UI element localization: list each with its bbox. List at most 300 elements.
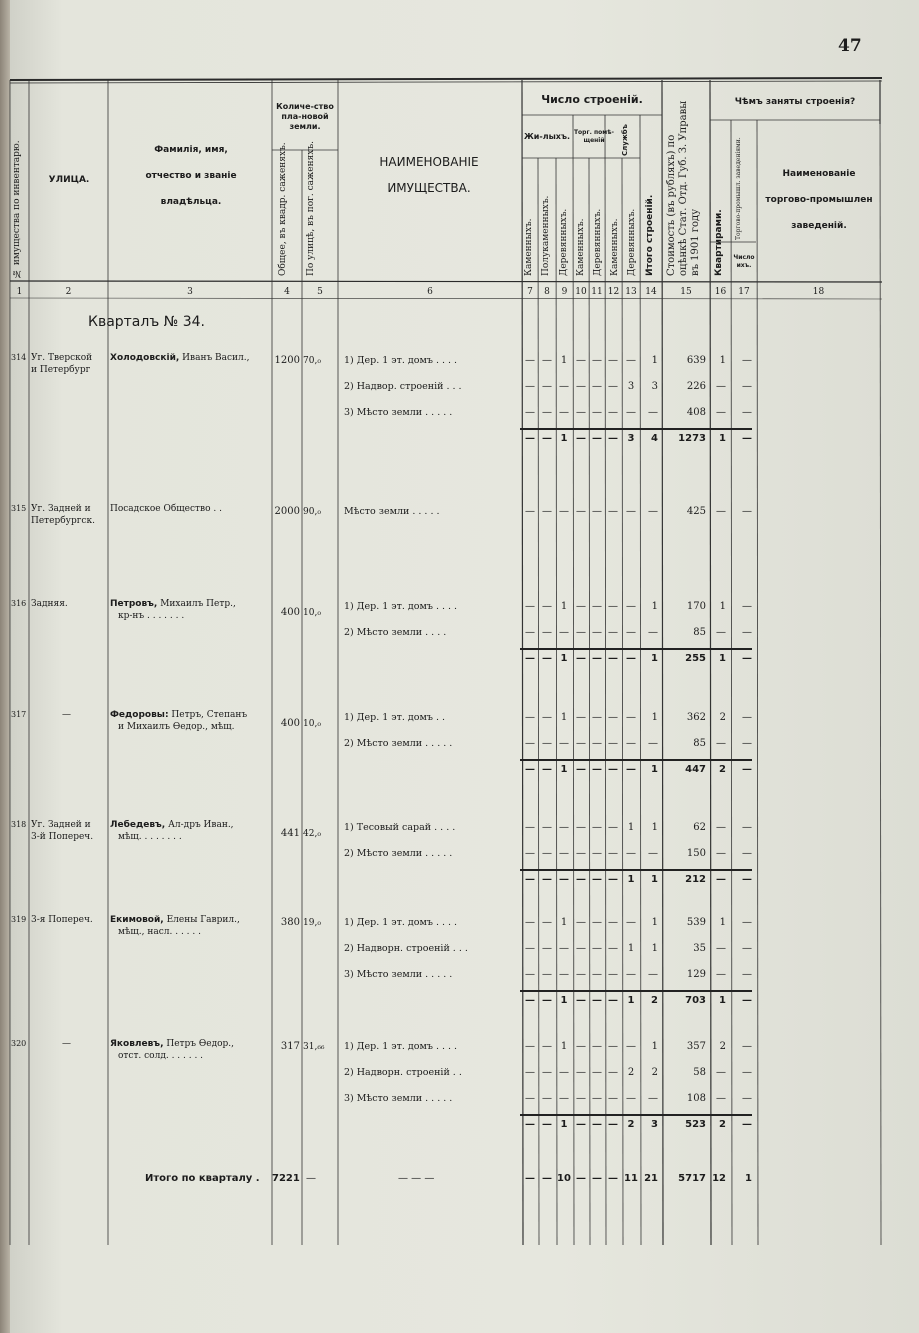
column-number: 8 — [544, 287, 550, 297]
cell-c12: — — [608, 764, 618, 775]
owner-surname: Федоровы: — [110, 710, 169, 720]
cell-c8: — — [542, 433, 552, 444]
cell-c12: — — [608, 822, 618, 833]
cell-c7: — — [525, 848, 535, 859]
cell-c13: — — [626, 627, 636, 638]
cell-c12: — — [608, 506, 618, 517]
cell-c8: — — [542, 848, 552, 859]
cell-c8: — — [542, 627, 552, 638]
cell-c14: 1 — [651, 653, 658, 664]
owner-given-names: Ал-дръ Иван., — [165, 820, 234, 830]
cell-c11: — — [592, 848, 602, 859]
cell-c7: — — [525, 764, 535, 775]
cell-c8: — — [542, 764, 552, 775]
property-item: 1) Дер. 1 эт. домъ . . . . — [344, 601, 458, 612]
cell-c15: 539 — [686, 917, 706, 928]
cell-c13: 1 — [627, 995, 635, 1006]
owner-given-names: Михаилъ Петр., — [157, 599, 236, 609]
cell-c11: — — [592, 917, 602, 928]
header-residential: Жи-лыхъ. — [523, 132, 571, 141]
header-trade-name — [758, 150, 880, 250]
grand-total-property: — — — — [398, 1173, 435, 1184]
cell-c8: — — [542, 943, 552, 954]
inventory-number: 316 — [11, 599, 27, 608]
cell-c17: — — [742, 627, 752, 638]
cell-c12: — — [608, 407, 618, 418]
cell-c8: — — [542, 1173, 552, 1184]
cell-c16: — — [716, 407, 726, 418]
cell-c15: 62 — [693, 822, 706, 833]
property-item: 2) Мѣсто земли . . . . — [344, 627, 447, 638]
cell-c13: — — [626, 601, 636, 612]
cell-c14: 21 — [644, 1173, 658, 1184]
cell-c16: — — [716, 506, 726, 517]
cell-c13: — — [626, 969, 636, 980]
cell-c14: 1 — [651, 712, 658, 723]
owner-name — [110, 709, 247, 721]
cell-c8: — — [542, 738, 552, 749]
cell-c12: — — [608, 1119, 618, 1130]
cell-c14: 1 — [651, 1041, 658, 1052]
cell-c12: — — [608, 1093, 618, 1104]
header-res-semistone: Полукаменныхъ. — [541, 195, 551, 276]
cell-c16: — — [716, 943, 726, 954]
cell-c7: — — [525, 1067, 535, 1078]
column-number: 10 — [575, 287, 587, 297]
cell-c12: — — [608, 917, 618, 928]
header-buildings-count: Число строеній. — [541, 93, 643, 106]
cell-c16: 1 — [719, 653, 726, 664]
cell-c17: — — [742, 601, 752, 612]
cell-c16: — — [716, 738, 726, 749]
cell-c17: — — [742, 995, 752, 1006]
cell-c10: — — [576, 822, 586, 833]
cell-c11: — — [592, 1093, 602, 1104]
cell-c9: — — [559, 627, 569, 638]
cell-c12: — — [608, 1067, 618, 1078]
cell-c14: 1 — [651, 917, 658, 928]
street-name: — — [62, 1039, 71, 1049]
cell-c16: — — [716, 848, 726, 859]
cell-c11: — — [592, 1041, 602, 1052]
cell-c12: — — [608, 848, 618, 859]
cell-c11: — — [592, 407, 602, 418]
cell-c13: — — [626, 712, 636, 723]
cell-c15: 408 — [686, 407, 706, 418]
cell-c17: 1 — [745, 1173, 752, 1184]
cell-c10: — — [576, 969, 586, 980]
cell-c16: 2 — [719, 1119, 726, 1130]
property-item: 3) Мѣсто земли . . . . . — [344, 1093, 453, 1104]
cell-c10: — — [576, 848, 586, 859]
column-number: 16 — [714, 287, 727, 297]
cell-c13: — — [626, 1093, 636, 1104]
column-number: 11 — [591, 287, 603, 297]
property-item: 1) Дер. 1 эт. домъ . . — [344, 712, 445, 723]
cell-c14: 4 — [651, 433, 658, 444]
cell-c10: — — [576, 407, 586, 418]
cell-c17: — — [742, 764, 752, 775]
land-frontage: 31,₆₆ — [303, 1042, 325, 1052]
cell-c14: — — [648, 969, 658, 980]
cell-c8: — — [542, 407, 552, 418]
land-frontage: 19,₀ — [303, 918, 321, 928]
cell-c12: — — [608, 653, 618, 664]
cell-c7: — — [525, 1173, 535, 1184]
cell-c12: — — [608, 712, 618, 723]
property-item: 2) Мѣсто земли . . . . . — [344, 738, 453, 749]
cell-c13: — — [626, 848, 636, 859]
column-number: 3 — [187, 287, 193, 297]
cell-c9: — — [559, 1067, 569, 1078]
cell-c16: 1 — [719, 433, 726, 444]
header-owner-line1: Фамилія, имя, — [154, 145, 228, 155]
grand-total-frontage: — — [306, 1173, 316, 1184]
header-com-stone: Каменныхъ. — [576, 218, 586, 276]
cell-c7: — — [525, 969, 535, 980]
column-number: 18 — [812, 287, 825, 297]
cell-c15: 58 — [693, 1067, 706, 1078]
street-name-cont: 3-й Попереч. — [31, 832, 94, 842]
property-item: 1) Дер. 1 эт. домъ . . . . — [344, 1041, 458, 1052]
street-name: Уг. Задней и — [31, 504, 91, 514]
header-trade-name-line1: Наименованіе — [782, 169, 856, 179]
street-name: Уг. Задней и — [31, 820, 91, 830]
header-property-line1: НАИМЕНОВАНІЕ — [379, 155, 479, 169]
column-number: 6 — [427, 287, 433, 297]
owner-name — [110, 598, 236, 610]
cell-c10: — — [576, 1041, 586, 1052]
cell-c10: — — [576, 1067, 586, 1078]
cell-c8: — — [542, 653, 552, 664]
cell-c7: — — [525, 738, 535, 749]
inventory-number: 317 — [11, 710, 27, 719]
column-number: 4 — [284, 287, 290, 297]
cell-c11: — — [592, 943, 602, 954]
header-commercial: Торг. помѣ-щеній — [573, 129, 615, 144]
cell-c8: — — [542, 1067, 552, 1078]
owner-given-names: Елены Гаврил., — [163, 915, 240, 925]
cell-c7: — — [525, 1093, 535, 1104]
owner-name — [110, 914, 240, 926]
cell-c11: — — [592, 355, 602, 366]
cell-c10: — — [576, 381, 586, 392]
column-number: 1 — [16, 287, 23, 297]
cell-c11: — — [592, 764, 602, 775]
cell-c17: — — [742, 1041, 752, 1052]
cell-c7: — — [525, 506, 535, 517]
cell-c16: 1 — [719, 601, 726, 612]
cell-c9: 1 — [560, 764, 568, 775]
cell-c11: — — [592, 995, 602, 1006]
cell-c7: — — [525, 627, 535, 638]
cell-c14: 1 — [651, 764, 658, 775]
header-street: УЛИЦА. — [48, 175, 90, 185]
cell-c7: — — [525, 874, 535, 885]
cell-c16: 2 — [719, 712, 726, 723]
owner-name — [110, 503, 222, 515]
cell-c8: — — [542, 712, 552, 723]
cell-c11: — — [592, 1119, 602, 1130]
cell-c16: 2 — [719, 764, 726, 775]
cell-c7: — — [525, 355, 535, 366]
cell-c15: 425 — [686, 506, 706, 517]
cell-c17: — — [742, 407, 752, 418]
header-trade-name-line2: торгово-промышлен — [765, 195, 873, 205]
land-frontage: 10,₀ — [303, 719, 321, 729]
owner-given-names: Посадское Общество . . — [110, 504, 222, 514]
cell-c12: — — [608, 381, 618, 392]
header-total-buildings: Итого строеній. — [645, 194, 655, 276]
owner-name-cont: кр-нъ . . . . . . . — [118, 611, 185, 621]
property-item: 1) Дер. 1 эт. домъ . . . . — [344, 355, 458, 366]
cell-c12: — — [608, 738, 618, 749]
cell-c15: 85 — [693, 627, 706, 638]
header-res-stone: Каменныхъ. — [524, 218, 534, 276]
cell-c9: 1 — [560, 917, 568, 928]
cell-c10: — — [576, 943, 586, 954]
cell-c13: — — [626, 764, 636, 775]
cell-c10: — — [576, 1119, 586, 1130]
owner-name-cont: и Михаилъ Ѳедор., мѣщ. — [118, 722, 235, 732]
cell-c15: 447 — [685, 764, 706, 775]
cell-c14: 1 — [651, 822, 658, 833]
owner-surname: Петровъ, — [110, 599, 158, 609]
cell-c12: — — [608, 355, 618, 366]
cell-c11: — — [592, 381, 602, 392]
cell-c8: — — [542, 1119, 552, 1130]
cell-c11: — — [592, 1173, 602, 1184]
cell-c7: — — [525, 381, 535, 392]
cell-c14: 2 — [651, 995, 658, 1006]
owner-name-cont: мѣщ., насл. . . . . . — [118, 927, 201, 937]
column-number: 12 — [607, 287, 620, 297]
cell-c8: — — [542, 506, 552, 517]
column-number: 15 — [680, 287, 692, 297]
cell-c9: — — [559, 943, 569, 954]
cell-c9: — — [559, 407, 569, 418]
street-name: Задняя. — [31, 599, 68, 609]
cell-c13: — — [626, 355, 636, 366]
cell-c15: 255 — [685, 653, 706, 664]
street-name: — — [62, 710, 71, 720]
cell-c10: — — [576, 506, 586, 517]
column-number: 2 — [65, 287, 72, 297]
cell-c13: 2 — [627, 1067, 635, 1078]
cell-c13: — — [626, 738, 636, 749]
cell-c13: 1 — [627, 874, 635, 885]
cell-c16: 12 — [712, 1173, 726, 1184]
cell-c13: — — [626, 1041, 636, 1052]
header-land-total: Общее, въ квадр. саженяхъ. — [278, 142, 288, 276]
cell-c16: — — [716, 822, 726, 833]
cell-c8: — — [542, 355, 552, 366]
cell-c10: — — [576, 355, 586, 366]
cell-c17: — — [742, 969, 752, 980]
owner-surname: Яковлевъ, — [110, 1039, 164, 1049]
header-owner-line3: владѣльца. — [160, 197, 222, 207]
cell-c10: — — [576, 433, 586, 444]
cell-c14: 1 — [651, 355, 658, 366]
column-number: 14 — [645, 287, 657, 297]
land-frontage: 90,₀ — [303, 507, 321, 517]
cell-c11: — — [592, 874, 602, 885]
street-name: 3-я Попереч. — [31, 915, 93, 925]
cell-c13: — — [626, 407, 636, 418]
cell-c13: — — [626, 506, 636, 517]
cell-c9: — — [559, 738, 569, 749]
cell-c9: 1 — [560, 601, 568, 612]
cell-c13: 3 — [627, 433, 635, 444]
cell-c15: 1273 — [678, 433, 706, 444]
property-item: 2) Надворн. строеній . . . — [344, 943, 468, 954]
cell-c17: — — [742, 1093, 752, 1104]
cell-c17: — — [742, 355, 752, 366]
header-property — [338, 140, 520, 210]
cell-c11: — — [592, 822, 602, 833]
cell-c8: — — [542, 822, 552, 833]
land-frontage: 10,₀ — [303, 608, 321, 618]
cell-c9: 1 — [560, 1041, 568, 1052]
cell-c17: — — [742, 874, 752, 885]
cell-c8: — — [542, 381, 552, 392]
column-number: 7 — [527, 287, 533, 297]
cell-c8: — — [542, 601, 552, 612]
cell-c17: — — [742, 1119, 752, 1130]
cell-c13: 1 — [627, 943, 635, 954]
cell-c11: — — [592, 433, 602, 444]
quarter-title: Кварталъ № 34. — [88, 314, 205, 330]
cell-c16: — — [716, 381, 726, 392]
cell-c12: — — [608, 601, 618, 612]
header-count: Число ихъ. — [733, 254, 755, 269]
cell-c7: — — [525, 433, 535, 444]
cell-c9: — — [559, 1093, 569, 1104]
cell-c17: — — [742, 1067, 752, 1078]
header-srv-stone: Каменныхъ. — [610, 218, 620, 276]
cell-c10: — — [576, 874, 586, 885]
cell-c15: 639 — [686, 355, 706, 366]
cell-c10: — — [576, 917, 586, 928]
cell-c17: — — [742, 506, 752, 517]
cell-c17: — — [742, 943, 752, 954]
inventory-number: 315 — [11, 504, 27, 513]
cell-c10: — — [576, 712, 586, 723]
header-property-line2: ИМУЩЕСТВА. — [387, 181, 471, 195]
cell-c11: — — [592, 627, 602, 638]
grand-total-label: Итого по кварталу . — [145, 1173, 260, 1184]
cell-c14: — — [648, 407, 658, 418]
cell-c9: 1 — [560, 433, 568, 444]
cell-c7: — — [525, 601, 535, 612]
cell-c9: — — [559, 381, 569, 392]
land-area: 400 — [280, 718, 300, 729]
cell-c9: 1 — [560, 355, 568, 366]
cell-c7: — — [525, 407, 535, 418]
land-frontage: 42,₀ — [303, 829, 321, 839]
cell-c16: — — [716, 969, 726, 980]
column-number: 17 — [738, 287, 750, 297]
cell-c8: — — [542, 995, 552, 1006]
cell-c14: — — [648, 506, 658, 517]
cell-c16: — — [716, 874, 726, 885]
header-land-qty: Количе-ство пла-новой земли. — [276, 102, 334, 131]
owner-surname: Екимовой, — [110, 915, 164, 925]
cell-c13: — — [626, 917, 636, 928]
cell-c15: 357 — [686, 1041, 706, 1052]
cell-c17: — — [742, 433, 752, 444]
cell-c9: 1 — [560, 653, 568, 664]
cell-c11: — — [592, 969, 602, 980]
cell-c9: 1 — [560, 1119, 568, 1130]
cell-c15: 170 — [686, 601, 706, 612]
header-trade-est: Торгово-промышл. заведеніями. — [735, 137, 742, 240]
cell-c9: — — [559, 969, 569, 980]
cell-c16: 2 — [719, 1041, 726, 1052]
cell-c15: 703 — [685, 995, 706, 1006]
land-area: 317 — [280, 1041, 300, 1052]
cell-c17: — — [742, 712, 752, 723]
cell-c14: — — [648, 848, 658, 859]
inventory-number: 319 — [11, 915, 27, 924]
cell-c12: — — [608, 627, 618, 638]
land-area: 380 — [280, 917, 300, 928]
column-number: 5 — [317, 287, 323, 297]
cell-c10: — — [576, 995, 586, 1006]
owner-name-cont: отст. солд. . . . . . . — [118, 1051, 204, 1061]
cell-c13: — — [626, 653, 636, 664]
land-area: 2000 — [274, 506, 300, 517]
property-item: 1) Тесовый сарай . . . . — [344, 822, 456, 833]
cell-c7: — — [525, 822, 535, 833]
cell-c7: — — [525, 653, 535, 664]
owner-name-cont: мѣщ. . . . . . . . — [118, 832, 182, 842]
cell-c11: — — [592, 712, 602, 723]
cell-c14: 2 — [651, 1067, 658, 1078]
cell-c15: 150 — [686, 848, 706, 859]
header-owner — [110, 128, 272, 224]
cell-c13: 11 — [624, 1173, 638, 1184]
cell-c10: — — [576, 764, 586, 775]
owner-given-names: Петръ, Степанъ — [168, 710, 248, 720]
owner-given-names: Иванъ Васил., — [179, 353, 250, 363]
cell-c9: 1 — [560, 995, 568, 1006]
property-item: 3) Мѣсто земли . . . . . — [344, 407, 453, 418]
property-item: 1) Дер. 1 эт. домъ . . . . — [344, 917, 458, 928]
header-trade-name-line3: заведеній. — [791, 221, 847, 231]
header-srv-wooden: Деревянныхъ. — [627, 208, 637, 276]
header-inventory-no: № имущества по инвентарю. — [12, 140, 22, 278]
inventory-number: 320 — [11, 1039, 27, 1048]
owner-surname: Холодовскій, — [110, 353, 180, 363]
cell-c12: — — [608, 943, 618, 954]
cell-c13: 1 — [627, 822, 635, 833]
cell-c15: 362 — [686, 712, 706, 723]
cell-c11: — — [592, 506, 602, 517]
cell-c15: 5717 — [678, 1173, 706, 1184]
cell-c17: — — [742, 917, 752, 928]
cell-c10: — — [576, 738, 586, 749]
cell-c15: 85 — [693, 738, 706, 749]
cell-c17: — — [742, 822, 752, 833]
cell-c9: 1 — [560, 712, 568, 723]
property-item: 2) Надворн. строеній . . — [344, 1067, 462, 1078]
property-item: 2) Мѣсто земли . . . . . — [344, 848, 453, 859]
land-frontage: 70,₀ — [303, 356, 321, 366]
cell-c17: — — [742, 848, 752, 859]
cell-c7: — — [525, 995, 535, 1006]
cell-c12: — — [608, 433, 618, 444]
